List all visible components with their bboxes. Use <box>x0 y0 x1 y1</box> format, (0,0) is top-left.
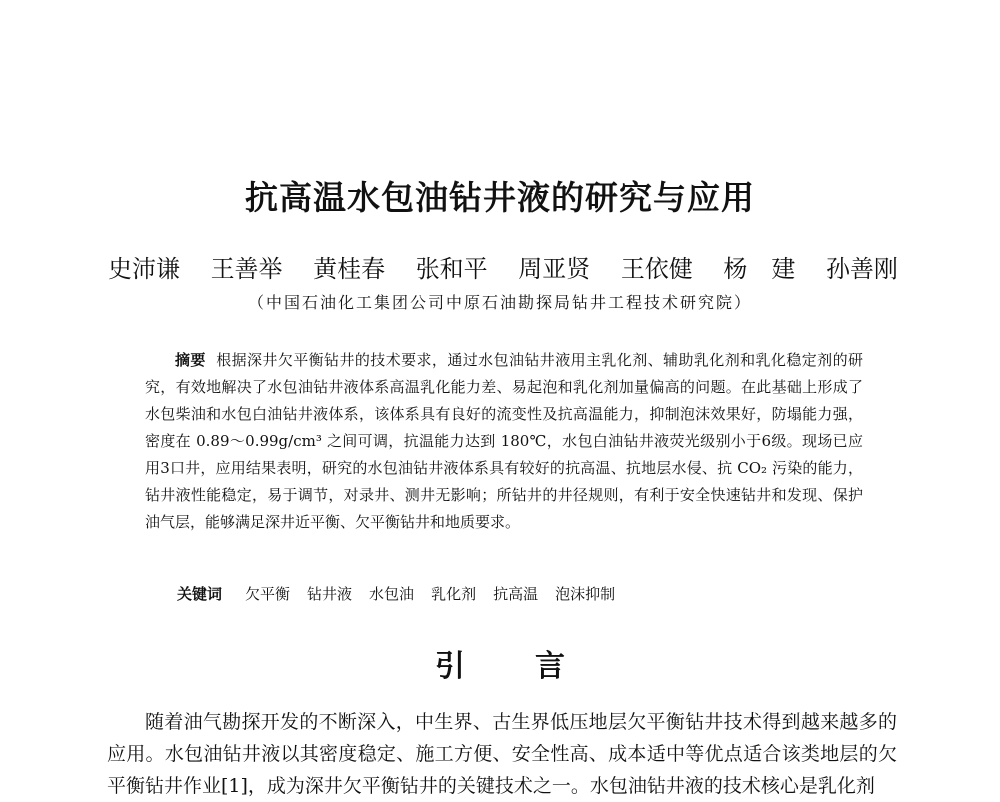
affiliation: （中国石油化工集团公司中原石油勘探局钻井工程技术研究院） <box>247 293 752 312</box>
keywords-label: 关键词 <box>177 585 223 603</box>
abstract-label: 摘要 <box>175 351 206 369</box>
author: 周亚贤 <box>518 255 591 283</box>
author: 孙善刚 <box>825 255 898 283</box>
keyword: 抗高温 <box>493 585 539 603</box>
author: 王依健 <box>620 255 693 283</box>
abstract-text: 根据深井欠平衡钻井的技术要求，通过水包油钻井液用主乳化剂、辅助乳化剂和乳化稳定剂的研究，有效地解决了水包油钻井液体系高温乳化能力差、易起泡和乳化剂加量偏高的问题。在此基础上形成了水包柴油和水包白油钻井液体系，该体系具有良好的流变性及抗高温能力，抑制泡沫效果好，防塌能力强，密度在 0.89～0.99g/cm³ 之间可调，抗温能力达到 180℃，水包白油钻井液荧光级别小于6级。现场已应用3口井，应用结果表明，研究的水包油钻井液体系具有较好的抗高温、抗地层水侵、抗 CO₂ 污染的能力，钻井液性能稳定，易于调节，对录井、测井无影响；所钻井的井径规则，有利于安全快速钻井和发现、保护油气层，能够满足深井近平衡、欠平衡钻井和地质要求。 <box>145 351 863 531</box>
author: 杨 建 <box>723 255 796 283</box>
paper-title: 抗高温水包油钻井液的研究与应用 <box>245 178 755 217</box>
author-list <box>108 249 898 284</box>
author: 史沛谦 <box>108 255 180 283</box>
keywords <box>177 583 615 604</box>
keyword: 乳化剂 <box>431 585 477 603</box>
keyword: 水包油 <box>369 585 415 603</box>
body-paragraph: 随着油气勘探开发的不断深入，中生界、古生界低压地层欠平衡钻井技术得到越来越多的应用。水包油钻井液以其密度稳定、施工方便、安全性高、成本适中等优点适合该类地层的欠平衡钻井作业[1]，成为深井欠平衡钻井的关键技术之一。水包油钻井液的技术核心是乳化剂 <box>107 711 897 797</box>
section-heading: 引言 <box>435 649 635 684</box>
keyword: 泡沫抑制 <box>555 585 616 603</box>
abstract <box>145 347 863 536</box>
author: 张和平 <box>415 255 488 283</box>
keyword: 欠平衡 <box>245 585 291 603</box>
author: 王善举 <box>210 255 283 283</box>
author: 黄桂春 <box>313 255 386 283</box>
keyword: 钻井液 <box>307 585 353 603</box>
